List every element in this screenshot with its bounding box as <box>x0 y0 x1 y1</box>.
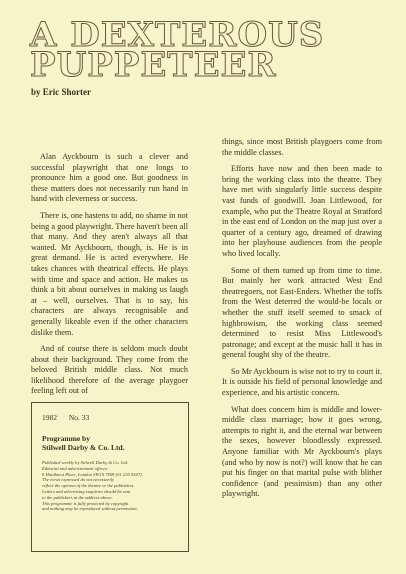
fine-print-line: Published weekly by Stilwell Darby & Co. Ltd. <box>42 460 129 465</box>
fine-print-line: and nothing may be reproduced without permission. <box>42 506 138 512</box>
paragraph: Some of them turned up from time to time. But mainly her work attracted West End theatregoers, not East-Enders. Whether the toffs from the West deterred the would-be locals or whether the stuff itself seemed to smack of highbrowism, the working class seemed determined to resist Miss Littlewood's patronage; and except at the music hall it has in general fought shy of the theatre. <box>222 265 382 360</box>
left-column <box>31 152 188 403</box>
paragraph: Efforts have now and then been made to bring the working class into the theatre. They have met with singularly little success despite vast funds of goodwill. Joan Littlewood, for example, who put the Theatre Royal at Stratford in the east end of London on the map just over a quarter of a century ago, dreamed of drawing into her playhouse audiences from the people who lived locally. <box>222 164 382 258</box>
fine-print-line: Editorial and advertisement offices: <box>42 465 109 471</box>
fine-print-line: This programme is fully protected by copyright <box>42 500 129 506</box>
fine-print-line: 8 Hindhurst Place, London SW1X 7DH (01 235 0547). <box>42 471 143 477</box>
paragraph: What does concern him is middle and lower-middle class marriage; how it goes wrong, attempts to right it, and the eternal war between the sexes, however bloodlessly expressed. Anyone familiar with Mr Ayckbourn's plays (and who by now is not?) will know that he can put his finger on that marital pulse with blither confidence (and pessimism) than any other playwright. <box>222 404 382 499</box>
fine-print-line: Letters and advertising enquiries should be sent <box>42 488 131 494</box>
issue-info <box>42 413 178 422</box>
title-line-2: PUPPETEER <box>30 45 277 85</box>
paragraph: So Mr Ayckbourn is wise not to try to court it. It is outside his field of personal knowledge and experience, and his artistic concern. <box>222 366 382 398</box>
paragraph: things, since most British playgoers come from the middle classes. <box>222 137 382 157</box>
issue-year: 1982 <box>42 413 57 422</box>
programme-credit-line-1: Programme by <box>42 434 90 443</box>
fine-print-line: reflect the opinion of the theatre or the publishers. <box>42 483 135 489</box>
publisher-info-box <box>31 402 189 552</box>
fine-print-line: The views expressed do not necessarily <box>42 477 114 483</box>
paragraph: There is, one hastens to add, no shame in not being a good playwright. There haven't been all that many. And they aren't always all that wanted. Mr Ayckbourn, though, is. He is in great demand. He is acted everywhere. He takes chances with theatrical effects. He plays with time and space and action. He makes us think a bit about ourselves in making us laugh at – well, ourselves. That is to say, his characters are always recognisable and generally likeable even if the other characters dislike them. <box>31 210 188 337</box>
paragraph: And of course there is seldom much doubt about their background. They come from the beloved British middle class. Not much likelihood therefore of the average playgoer feeling left out of <box>31 344 188 396</box>
programme-credit <box>42 434 178 452</box>
fine-print <box>42 460 178 512</box>
byline: by Eric Shorter <box>31 87 91 97</box>
right-column <box>222 137 382 506</box>
issue-number: No. 33 <box>68 413 90 422</box>
paragraph: Alan Ayckbourn is such a clever and successful playwright that one longs to pronounce him a good one. But goodness in these matters does not necessarily run hand in hand with cleverness or success. <box>31 152 188 204</box>
programme-credit-line-2: Stilwell Darby & Co. Ltd. <box>42 443 125 452</box>
article-title <box>30 15 370 85</box>
fine-print-line: to the publishers at the address above. <box>42 494 113 500</box>
title-line-1: A DEXTEROUS <box>30 15 325 55</box>
